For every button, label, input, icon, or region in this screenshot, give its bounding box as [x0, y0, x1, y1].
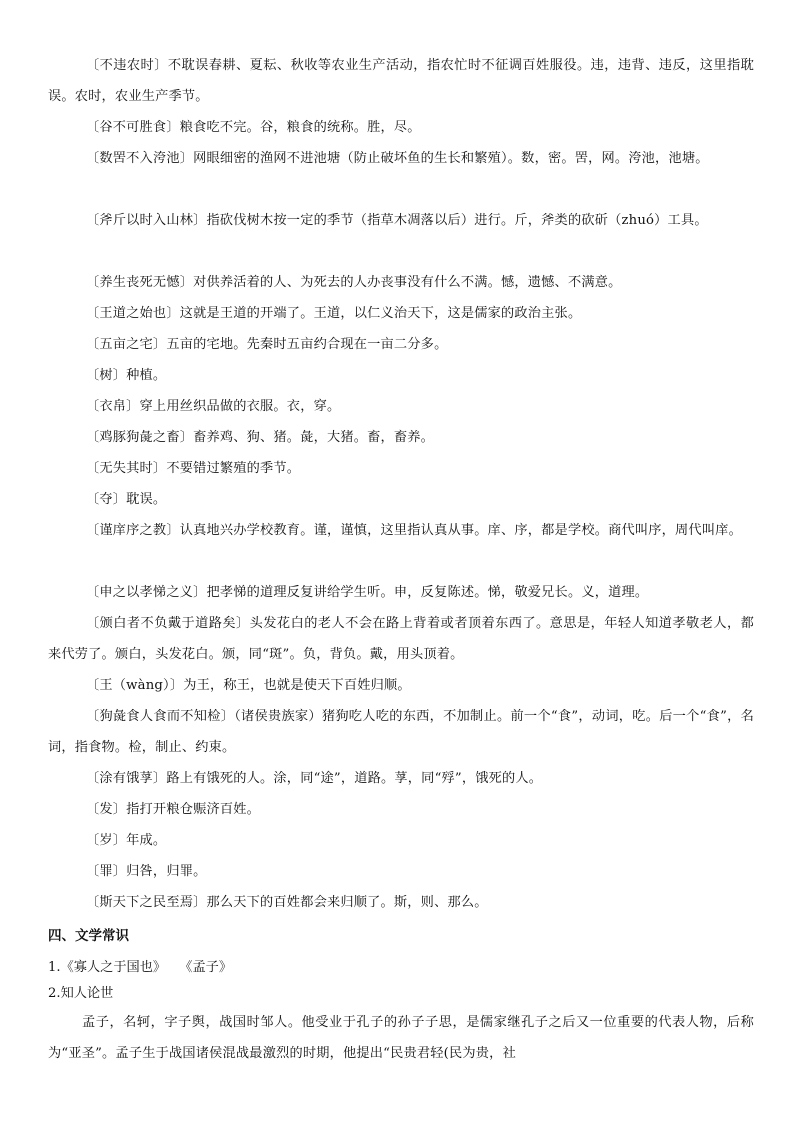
- note-wu-shi-qi-shi: 〔无失其时〕不要错过繁殖的季节。: [86, 461, 301, 476]
- note-duo: 〔夺〕耽误。: [86, 492, 167, 507]
- note-shu: 〔树〕种植。: [86, 368, 167, 383]
- note-yang-sheng-sang-si: 〔养生丧死无憾〕对供养活着的人、为死去的人办丧事没有什么不满。憾，遗憾、不满意。: [86, 275, 622, 290]
- note-tu-you-e-piao: 〔涂有饿莩〕路上有饿死的人。涂，同“途”，道路。莩，同“殍”，饿死的人。: [86, 771, 543, 786]
- note-bu-wei-nong-shi: 〔不违农时〕不耽误春耕、夏耘、秋收等农业生产活动，指农忙时不征调百姓服役。违，违背、违反，这里指耽误。农时，农业生产季节。: [48, 58, 754, 104]
- note-xiao-ti: 〔申之以孝悌之义〕把孝悌的道理反复讲给学生听。申，反复陈述。悌，敬爱兄长。义，道理。: [86, 585, 649, 600]
- mencius-biography-paragraph: 孟子，名轲，字子舆，战国时邹人。他受业于孔子的孙子子思，是儒家继孔子之后又一位重要的代表人物，后称为“亚圣”。孟子生于战国诸侯混战最激烈的时期，他提出“民贵君轻(民为贵，社: [48, 1015, 754, 1061]
- note-wu-mu-zhi-zhai: 〔五亩之宅〕五亩的宅地。先秦时五亩约合现在一亩二分多。: [86, 337, 448, 352]
- section-heading: 四、文学常识: [48, 928, 129, 944]
- list-item-zhi-ren-lun-shi: 2.知人论世: [48, 986, 114, 1001]
- note-zui: 〔罪〕归咎，归罪。: [86, 864, 207, 879]
- note-gu-bu-ke-sheng-shi: 〔谷不可胜食〕粮食吃不完。谷，粮食的统称。胜，尽。: [86, 120, 421, 135]
- note-ji-tun-gou-zhi: 〔鸡豚狗彘之畜〕畜养鸡、狗、猪。彘，大猪。畜，畜养。: [86, 430, 435, 445]
- list-item-title-author: 1.《寡人之于国也》 《孟子》: [48, 960, 233, 975]
- note-yi-bo: 〔衣帛〕穿上用丝织品做的衣服。衣，穿。: [86, 399, 341, 414]
- note-fu-jin: 〔斧斤以时入山林〕指砍伐树木按一定的季节（指草木凋落以后）进行。斤，斧类的砍斫（zhuó）工具。: [86, 213, 708, 228]
- note-si-tian-xia: 〔斯天下之民至焉〕那么天下的百姓都会来归顺了。斯，则、那么。: [86, 895, 488, 910]
- note-shu-gu: 〔数罟不入洿池〕网眼细密的渔网不进池塘（防止破坏鱼的生长和繁殖）。数，密。罟，网。洿池，池塘。: [86, 151, 709, 166]
- note-xiang-xu: 〔谨庠序之教〕认真地兴办学校教育。谨，谨慎，这里指认真从事。庠、序，都是学校。商代叫序，周代叫庠。: [86, 523, 742, 538]
- note-ban-bai: 〔颁白者不负戴于道路矣〕头发花白的老人不会在路上背着或者顶着东西了。意思是，年轻人知道孝敬老人，都来代劳了。颁白，头发花白。颁，同“斑”。负，背负。戴，用头顶着。: [48, 616, 754, 662]
- note-gou-zhi-shi-ren-shi: 〔狗彘食人食而不知检〕（诸侯贵族家）猪狗吃人吃的东西，不加制止。前一个“食”，动词，吃。后一个“食”，名词，指食物。检，制止、约束。: [48, 709, 754, 755]
- note-sui: 〔岁〕年成。: [86, 833, 167, 848]
- note-wang-dao: 〔王道之始也〕这就是王道的开端了。王道，以仁义治天下，这是儒家的政治主张。: [86, 306, 582, 321]
- note-wang: 〔王（wàng）〕为王，称王，也就是使天下百姓归顺。: [86, 678, 411, 693]
- note-fa: 〔发〕指打开粮仓赈济百姓。: [86, 802, 261, 817]
